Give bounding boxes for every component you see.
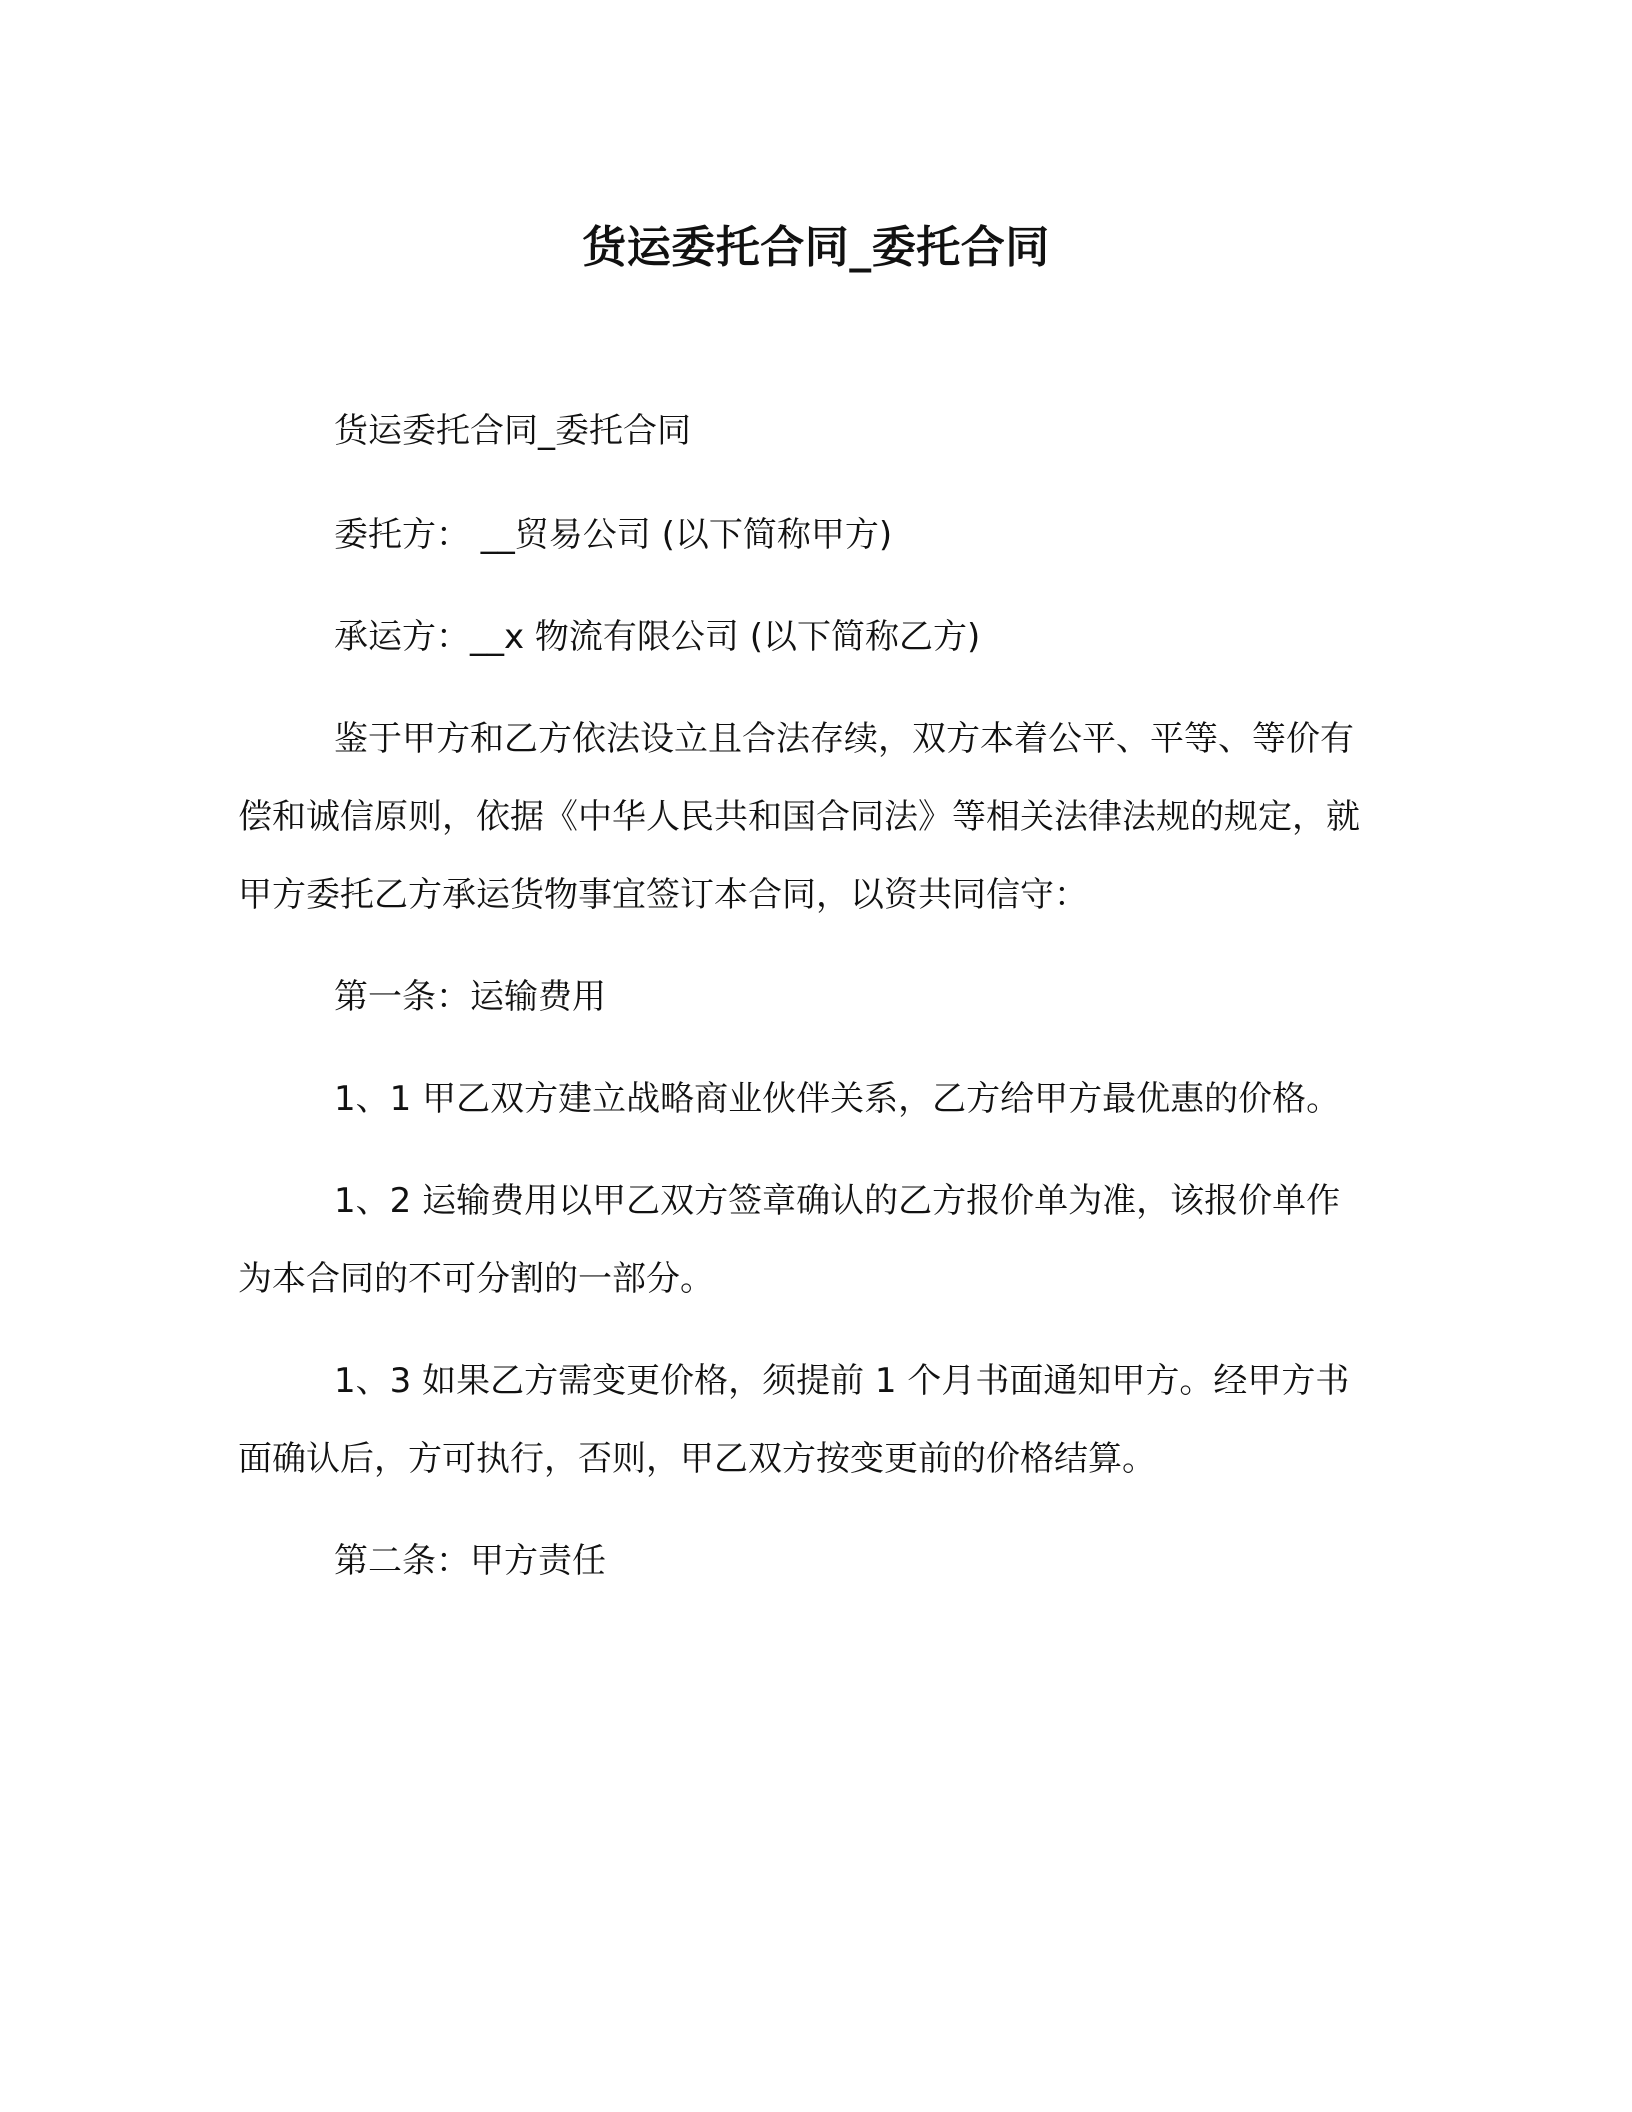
contract-subtitle: 货运委托合同_委托合同 [334, 411, 691, 451]
preamble-paragraph: 鉴于甲方和乙方依法设立且合法存续，双方本着公平、平等、等价有偿和诚信原则，依据《中华人民共和国合同法》等相关法律法规的规定，就甲方委托乙方承运货物事宜签订本合同，以资共同信守： [238, 719, 1360, 915]
document-body [238, 392, 1374, 1624]
carrier-party: 承运方：__x 物流有限公司 (以下简称乙方) [334, 617, 981, 657]
clause-1-1: 1、1 甲乙双方建立战略商业伙伴关系，乙方给甲方最优惠的价格。 [334, 1079, 1341, 1119]
article-2-heading: 第二条：甲方责任 [334, 1541, 606, 1581]
clause-1-2: 1、2 运输费用以甲乙双方签章确认的乙方报价单为准，该报价单作为本合同的不可分割的一部分。 [238, 1181, 1341, 1299]
article-1-heading: 第一条：运输费用 [334, 977, 606, 1017]
client-party: 委托方： __贸易公司 (以下简称甲方) [334, 515, 893, 555]
document-title: 货运委托合同_委托合同 [582, 222, 1050, 273]
clause-1-3: 1、3 如果乙方需变更价格，须提前 1 个月书面通知甲方。经甲方书面确认后，方可执行，否则，甲乙双方按变更前的价格结算。 [238, 1361, 1350, 1479]
